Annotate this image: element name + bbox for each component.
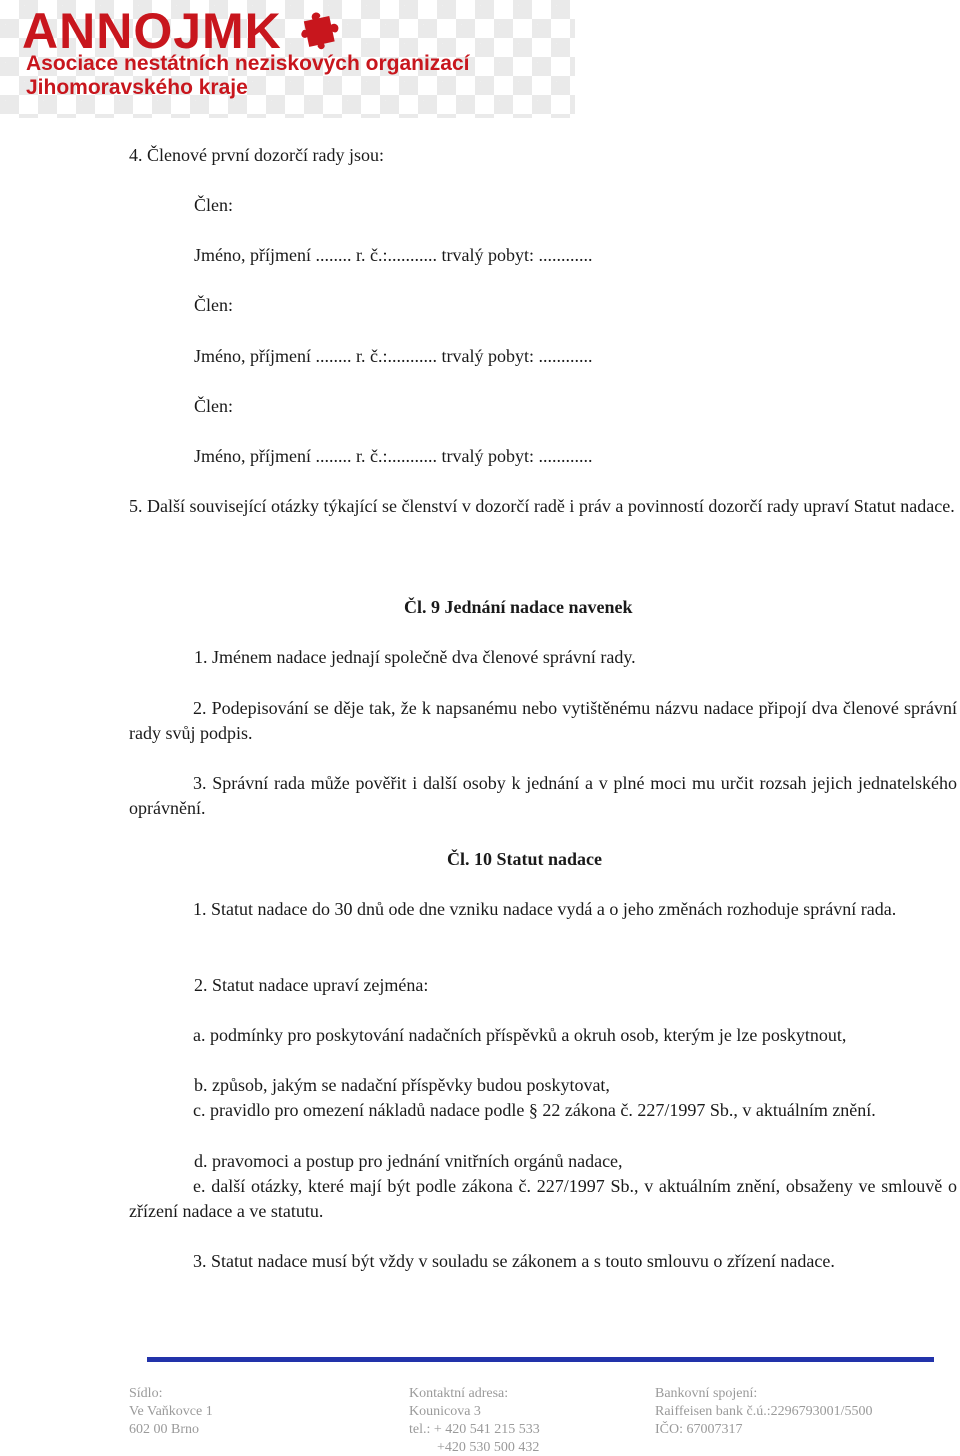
article9-heading: Čl. 9 Jednání nadace navenek <box>404 597 633 617</box>
list-item-d: d. pravomoci a postup pro jednání vnitřních orgánů nadace, <box>194 1151 623 1171</box>
article10-p3: 3. Statut nadace musí být vždy v souladu se zákonem a s touto smlouvu o zřízení nadace. <box>193 1251 835 1271</box>
article9-p3: 3. Správní rada může pověřit i další osoby k jednání a v plné moci mu určit rozsah jejich jednatelského oprávnění. <box>129 773 957 818</box>
footer-contact-street: Kounicova 3 <box>409 1404 481 1419</box>
list-item-c: c. pravidlo pro omezení nákladů nadace podle § 22 zákona č. 227/1997 Sb., v aktuálním znění. <box>193 1100 876 1120</box>
article9-p2: 2. Podepisování se děje tak, že k napsanému nebo vytištěnému názvu nadace připojí dva členové správní rady svůj podpis. <box>129 698 957 743</box>
member-2-label: Člen: <box>194 295 233 315</box>
member-2-line: Jméno, příjmení ........ r. č.:........... trvalý pobyt: ............ <box>194 346 593 366</box>
footer-contact-phone-2: +420 530 500 432 <box>437 1440 540 1455</box>
footer-seat-street: Ve Vaňkovce 1 <box>129 1404 213 1419</box>
article9-p1: 1. Jménem nadace jednají společně dva členové správní rady. <box>194 647 636 667</box>
article10-p2: 2. Statut nadace upraví zejména: <box>194 975 429 995</box>
brand-subtitle-1: Asociace nestátních neziskových organizací <box>26 52 470 75</box>
footer-contact-label: Kontaktní adresa: <box>409 1386 509 1401</box>
article10-heading: Čl. 10 Statut nadace <box>447 849 603 869</box>
list-item-e: e. další otázky, které mají být podle zákona č. 227/1997 Sb., v aktuálním znění, obsaženy ve smlouvě o zřízení nadace a ve statutu. <box>129 1176 957 1221</box>
brand-subtitle-2: Jihomoravského kraje <box>26 76 248 99</box>
footer-bank-account: Raiffeisen bank č.ú.:2296793001/5500 <box>655 1404 873 1419</box>
puzzle-piece-icon <box>300 10 342 50</box>
header-logo <box>0 0 575 118</box>
footer-seat-label: Sídlo: <box>129 1386 163 1401</box>
member-1-label: Člen: <box>194 195 233 215</box>
brand-name: ANNOJMK <box>22 3 282 59</box>
footer-ico: IČO: 67007317 <box>655 1422 743 1437</box>
footer-contact-phone-1: tel.: + 420 541 215 533 <box>409 1422 540 1437</box>
article10-p1: 1. Statut nadace do 30 dnů ode dne vzniku nadace vydá a o jeho změnách rozhoduje správní rada. <box>193 899 897 919</box>
section4-title: 4. Členové první dozorčí rady jsou: <box>129 145 384 165</box>
member-3-line: Jméno, příjmení ........ r. č.:........... trvalý pobyt: ............ <box>194 446 593 466</box>
footer-divider <box>147 1357 934 1362</box>
member-3-label: Člen: <box>194 396 233 416</box>
footer-seat-city: 602 00 Brno <box>129 1422 199 1437</box>
list-item-a: a. podmínky pro poskytování nadačních příspěvků a okruh osob, kterým je lze poskytnout, <box>193 1025 847 1045</box>
member-1-line: Jméno, příjmení ........ r. č.:........... trvalý pobyt: ............ <box>194 245 593 265</box>
section5-paragraph: 5. Další související otázky týkající se členství v dozorčí radě i práv a povinností dozorčí rady upraví Statut nadace. <box>129 496 955 516</box>
list-item-b: b. způsob, jakým se nadační příspěvky budou poskytovat, <box>194 1075 610 1095</box>
footer-bank-label: Bankovní spojení: <box>655 1386 758 1401</box>
